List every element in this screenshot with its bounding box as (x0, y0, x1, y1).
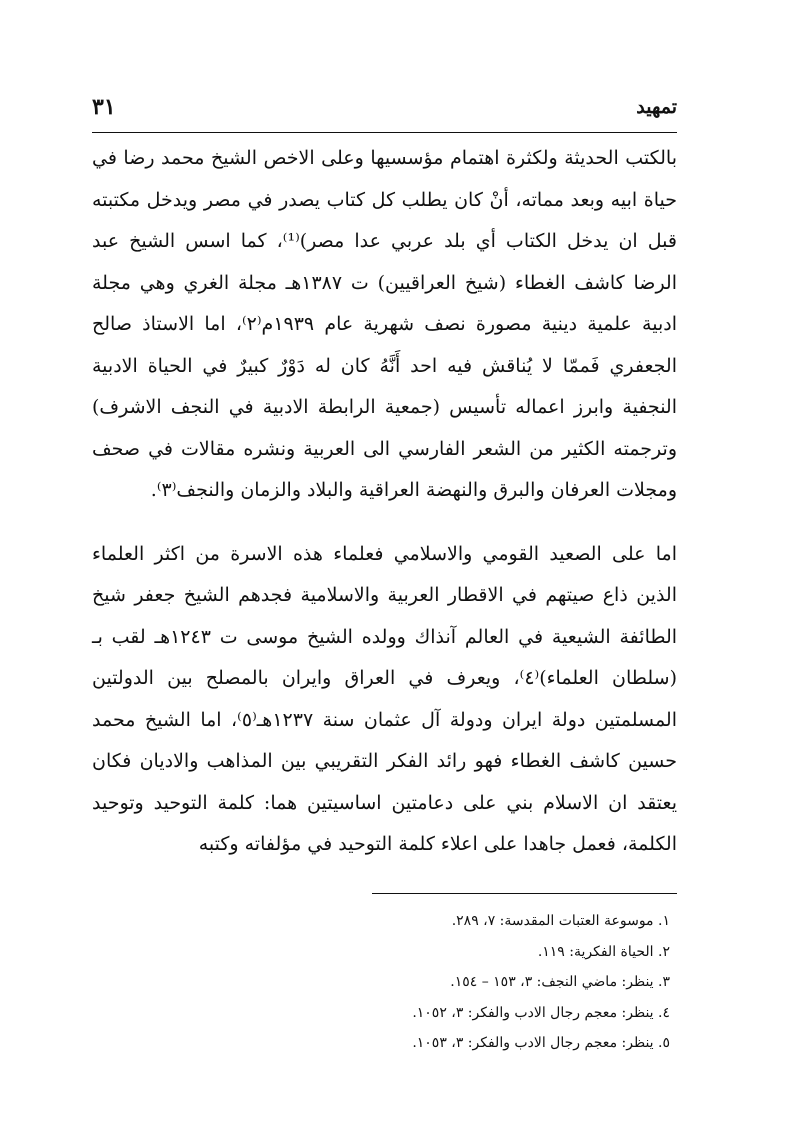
main-text (92, 138, 677, 866)
footnotes (92, 906, 677, 1059)
running-title: تمهيد (636, 96, 677, 118)
page-number: ٣١ (92, 94, 116, 120)
footnote-divider (372, 893, 677, 894)
footnote: ٥. ينظر: معجم رجال الادب والفكر: ٣، ١٠٥٣. (412, 1035, 670, 1051)
footnote: ٢. الحياة الفكرية: ١١٩. (537, 943, 670, 960)
page-header (92, 92, 677, 132)
paragraph: بالكتب الحديثة ولكثرة اهتمام مؤسسيها وعلى الاخص الشيخ محمد رضا في حياة ابيه وبعد مماته، أنْ كان يطلب كل كتاب يصدر في مصر ويدخل مكتبته قبل ان يدخل الكتاب أي بلد عربي عدا مصر)⁽¹⁾، كما اسس الشيخ عبد الرضا كاشف الغطاء (شيخ العراقيين) ت ١٣٨٧هـ مجلة الغري وهي مجلة ادبية علمية دينية مصورة نصف شهرية عام ١٩٣٩م⁽٢⁾، اما الاستاذ صالح الجعفري فَممّا لا يُناقش فيه احد أَنَّهُ كان له دَوْرٌ كبيرٌ في الحياة الادبية النجفية وابرز اعماله تأسيس (جمعية الرابطة الادبية في النجف الاشرف) وترجمته الكثير من الشعر الفارسي الى العربية ونشره مقالات في صحف ومجلات العرفان والبرق والنهضة العراقية والبلاد والزمان والنجف⁽٣⁾. (92, 147, 677, 501)
footnote: ٣. ينظر: ماضي النجف: ٣، ١٥٣ – ١٥٤. (450, 974, 670, 990)
header-divider (92, 132, 677, 133)
footnote: ٤. ينظر: معجم رجال الادب والفكر: ٣، ١٠٥٢. (412, 1004, 670, 1021)
paragraph: اما على الصعيد القومي والاسلامي فعلماء هذه الاسرة من اكثر العلماء الذين ذاع صيتهم في الاقطار العربية والاسلامية فجدهم الشيخ جعفر شيخ الطائفة الشيعية في العالم آنذاك وولده الشيخ موسى ت ١٢٤٣هـ لقب بـ (سلطان العلماء)⁽٤⁾، ويعرف في العراق وايران بالمصلح بين الدولتين المسلمتين دولة ايران ودولة آل عثمان سنة ١٢٣٧هـ⁽٥⁾، اما الشيخ محمد حسين كاشف الغطاء فهو رائد الفكر التقريبي بين المذاهب والاديان فكان يعتقد ان الاسلام بني على دعامتين اساسيتين هما: كلمة التوحيد وتوحيد الكلمة، فعمل جاهدا على اعلاء كلمة التوحيد في مؤلفاته وكتبه (92, 542, 678, 855)
footnote: ١. موسوعة العتبات المقدسة: ٧، ٢٨٩. (451, 913, 670, 929)
